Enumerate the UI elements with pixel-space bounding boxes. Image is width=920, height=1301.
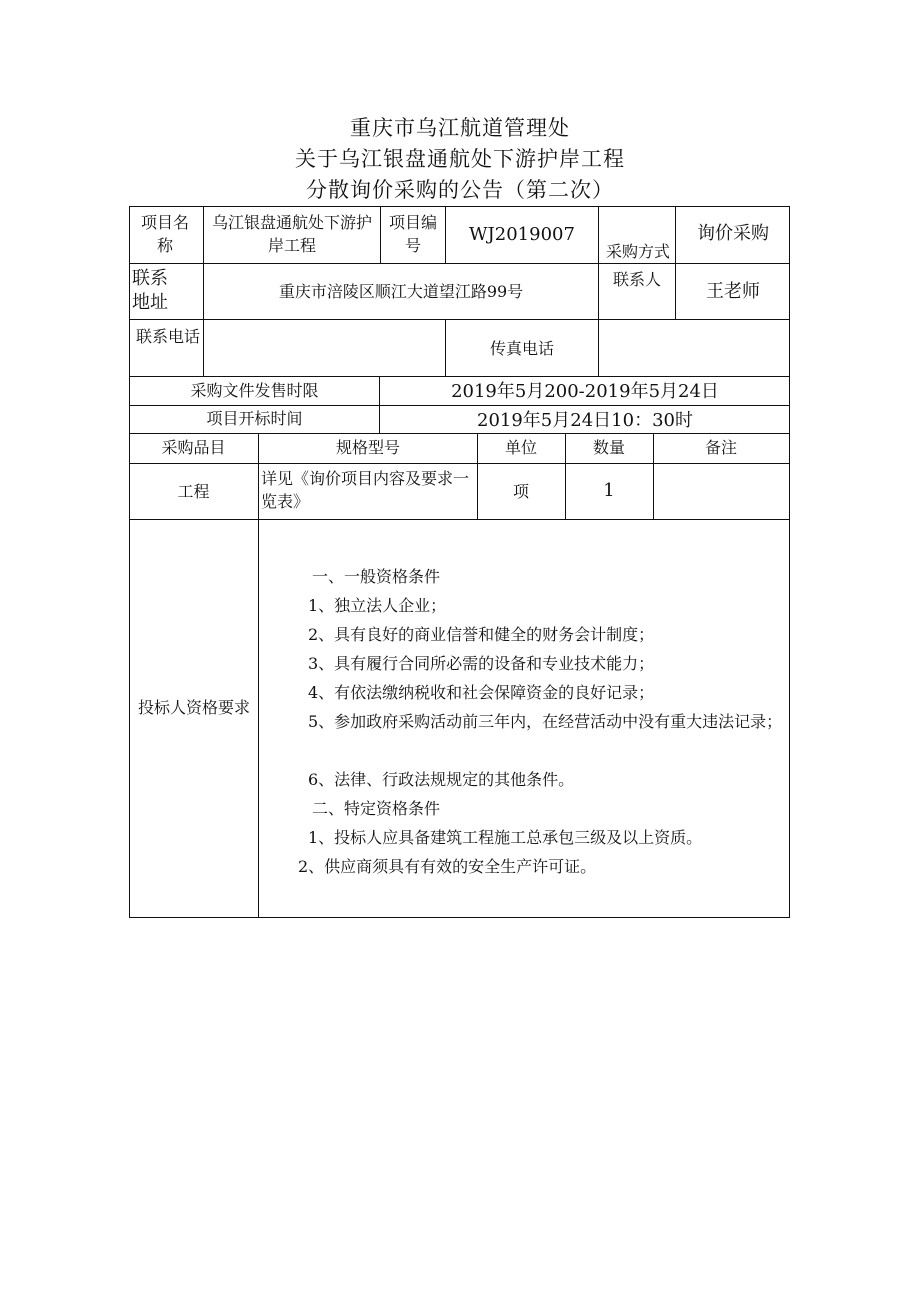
address-value: 重庆市涪陵区顺江大道望江路99号 — [278, 282, 524, 301]
table-border — [129, 206, 130, 918]
table-row-item: 工程 — [177, 482, 210, 501]
table-rule — [445, 319, 446, 376]
item-header: 采购品目 — [161, 438, 226, 457]
table-rule — [129, 519, 790, 520]
requirement-item: 1、独立法人企业； — [308, 596, 447, 615]
spec-header: 规格型号 — [335, 438, 400, 457]
project-name-label: 项目名称 — [140, 213, 189, 255]
fax-label: 传真电话 — [489, 339, 554, 358]
table-rule — [129, 405, 790, 406]
table-rule — [598, 263, 599, 376]
requirement-item: 一、一般资格条件 — [312, 567, 441, 586]
table-rule — [129, 263, 790, 264]
table-row-spec: 详见《询价项目内容及要求一览表》 — [261, 469, 470, 511]
unit-header: 单位 — [504, 438, 537, 457]
project-name-value: 乌江银盘通航处下游护岸工程 — [211, 213, 372, 255]
requirement-item: 6、法律、行政法规规定的其他条件。 — [308, 770, 575, 789]
table-rule — [258, 433, 259, 918]
project-number-label: 项目编号 — [388, 213, 437, 255]
table-border — [129, 206, 790, 207]
contact-person-value: 王老师 — [706, 281, 760, 302]
notice-title-line1: 重庆市乌江航道管理处 — [350, 116, 570, 140]
bidder-requirements-label: 投标人资格要求 — [137, 698, 250, 717]
quantity-header: 数量 — [592, 438, 625, 457]
project-number-value: WJ2019007 — [469, 224, 575, 245]
contact-person-label: 联系人 — [612, 270, 661, 289]
requirement-item: 1、投标人应具备建筑工程施工总承包三级及以上资质。 — [308, 828, 703, 847]
table-rule — [203, 206, 204, 376]
doc-sale-period-label: 采购文件发售时限 — [190, 381, 319, 400]
requirement-item: 5、参加政府采购活动前三年内，在经营活动中没有重大违法记录； — [308, 712, 783, 731]
requirement-item: 二、特定资格条件 — [312, 799, 441, 818]
table-border — [129, 917, 790, 918]
requirement-item: 4、有依法缴纳税收和社会保障资金的良好记录； — [308, 683, 655, 702]
table-row-quantity: 1 — [603, 480, 615, 501]
bid-opening-value: 2019年5月24日10：30时 — [477, 410, 693, 431]
table-rule — [129, 319, 790, 320]
table-rule — [379, 376, 380, 433]
table-rule — [445, 206, 446, 263]
table-border — [789, 206, 790, 918]
purchase-method-value: 询价采购 — [697, 223, 769, 244]
table-rule — [129, 376, 790, 377]
doc-sale-period-value: 2019年5月200-2019年5月24日 — [451, 381, 719, 402]
table-rule — [129, 433, 790, 434]
address-label: 联系地址 — [132, 268, 168, 313]
requirement-item: 2、供应商须具有有效的安全生产许可证。 — [298, 857, 597, 876]
requirement-item: 2、具有良好的商业信誉和健全的财务会计制度； — [308, 625, 655, 644]
phone-label: 联系电话 — [136, 327, 200, 346]
requirement-item: 3、具有履行合同所必需的设备和专业技术能力； — [308, 654, 655, 673]
notice-title-line2: 关于乌江银盘通航处下游护岸工程 — [295, 147, 625, 171]
table-rule — [380, 206, 381, 263]
bid-opening-label: 项目开标时间 — [206, 409, 303, 428]
notice-title-line3: 分散询价采购的公告（第二次） — [306, 178, 614, 202]
table-row-unit: 项 — [512, 482, 529, 501]
table-rule — [129, 463, 790, 464]
remark-header: 备注 — [704, 438, 737, 457]
purchase-method-label: 采购方式 — [605, 242, 670, 261]
